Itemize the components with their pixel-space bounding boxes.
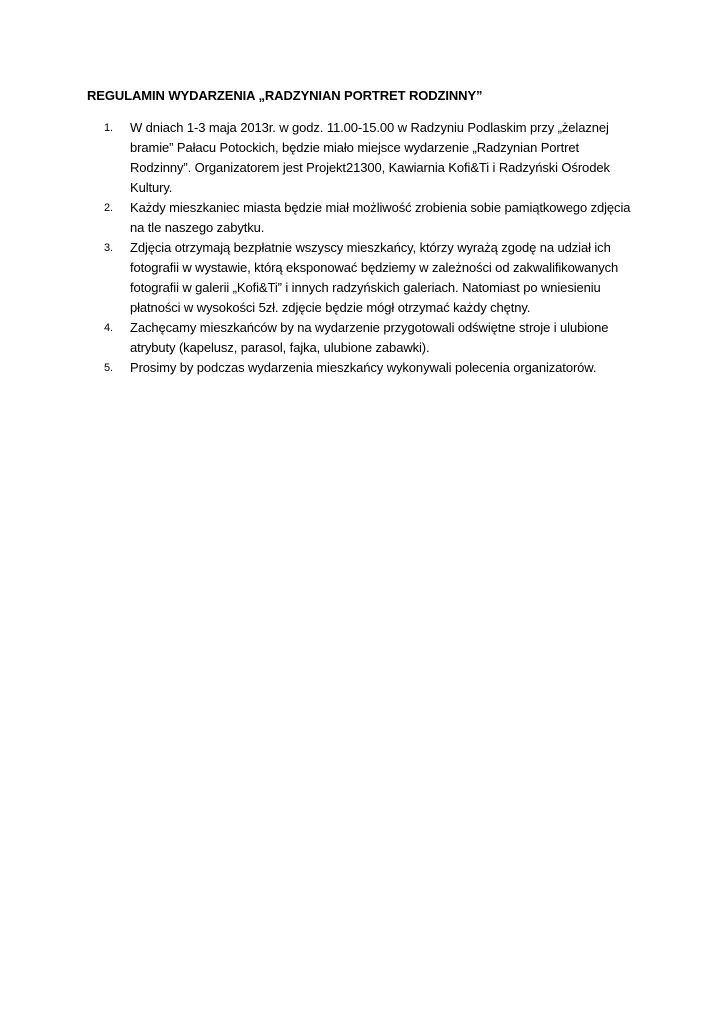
rules-list: [104, 118, 634, 378]
list-item-number: 1.: [104, 122, 113, 134]
list-item-text: Zachęcamy mieszkańców by na wydarzenie przygotowali odświętne stroje i ulubione atrybuty (kapelusz, parasol, fajka, ulubione zabawki).: [130, 320, 609, 355]
list-item-text: W dniach 1-3 maja 2013r. w godz. 11.00-15.00 w Radzyniu Podlaskim przy „żelaznej bramie” Pałacu Potockich, będzie miało miejsce wydarzenie „Radzynian Portret Rodzinny”. Organizatorem jest Projekt21300, Kawiarnia Kofi&Ti i Radzyński Ośrodek Kultury.: [130, 120, 610, 195]
list-item: [104, 198, 634, 238]
list-item-number: 5.: [104, 362, 113, 374]
list-item-number: 3.: [104, 242, 113, 254]
list-item: [104, 318, 634, 358]
list-item-number: 4.: [104, 322, 113, 334]
list-item-text: Zdjęcia otrzymają bezpłatnie wszyscy mieszkańcy, którzy wyrażą zgodę na udział ich fotografii w wystawie, którą eksponować będziemy w zależności od zakwalifikowanych fotografii w galerii „Kofi&Ti” i innych radzyńskich galeriach. Natomiast po wniesieniu płatności w wysokości 5zł. zdjęcie będzie mógł otrzymać każdy chętny.: [130, 240, 619, 315]
document-title: REGULAMIN WYDARZENIA „RADZYNIAN PORTRET RODZINNY”: [87, 88, 483, 103]
list-item-text: Każdy mieszkaniec miasta będzie miał możliwość zrobienia sobie pamiątkowego zdjęcia na tle naszego zabytku.: [130, 200, 631, 235]
list-item: [104, 238, 634, 318]
list-item: [104, 358, 634, 378]
list-item-text: Prosimy by podczas wydarzenia mieszkańcy wykonywali polecenia organizatorów.: [130, 360, 597, 375]
list-item-number: 2.: [104, 202, 113, 214]
list-item: [104, 118, 634, 198]
